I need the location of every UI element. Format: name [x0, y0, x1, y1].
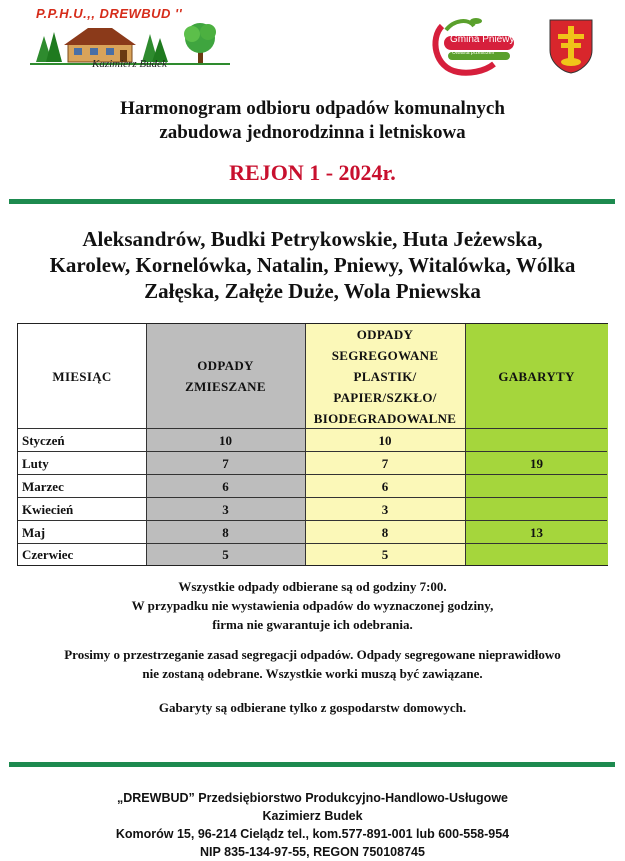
- bulky-date-cell: [465, 429, 608, 452]
- apple-logo-icon: [428, 12, 528, 78]
- schedule-subtitle: zabudowa jednorodzinna i letniskowa: [159, 122, 466, 143]
- header-segregated-waste: ODPADY SEGREGOWANE PLASTIK/ PAPIER/SZKŁO/ BIODEGRADOWALNE: [313, 326, 457, 426]
- gmina-logo-text: Gmina Pniewy: [450, 34, 515, 45]
- note-line: firma nie gwarantuje ich odebrania.: [212, 617, 413, 632]
- mixed-date-cell: 6: [222, 478, 229, 494]
- month-cell: Kwiecień: [22, 501, 74, 517]
- drewbud-logo-text: P.P.H.U.,, DREWBUD '': [36, 6, 183, 21]
- coat-of-arms-icon: [548, 18, 594, 74]
- month-cell: Styczeń: [22, 432, 65, 448]
- mixed-date-cell: 5: [222, 546, 229, 562]
- mixed-date-cell: 8: [222, 524, 229, 540]
- bulky-notes: [0, 698, 625, 717]
- bulky-date-cell: [465, 543, 608, 566]
- segregated-date-cell: 3: [381, 501, 389, 517]
- schedule-title: Harmonogram odbioru odpadów komunalnych: [120, 98, 505, 119]
- note-line: W przypadku nie wystawienia odpadów do wyznaczonej godziny,: [131, 598, 494, 613]
- header-bulky-waste: GABARYTY: [498, 368, 575, 384]
- bulky-date-cell: [465, 475, 608, 498]
- segregation-notes: [0, 645, 625, 683]
- gmina-logo-subtext: Otwarta przestrzeń: [452, 50, 495, 56]
- bulky-date-cell: [465, 498, 608, 521]
- footer-line: Kazimierz Budek: [262, 809, 363, 823]
- schedule-table: [17, 323, 608, 566]
- segregated-date-cell: 7: [381, 455, 389, 471]
- company-footer: [0, 789, 625, 861]
- places-line: Załęska, Załęże Duże, Wola Pniewska: [144, 279, 481, 303]
- bulky-date-cell: 13: [530, 524, 543, 540]
- month-cell: Maj: [22, 524, 46, 540]
- places-list: [30, 226, 595, 304]
- segregated-date-cell: 10: [378, 432, 392, 448]
- mixed-date-cell: 10: [219, 432, 232, 448]
- divider-bottom: [9, 762, 615, 767]
- header-mixed-waste: ODPADY ZMIESZANE: [185, 358, 266, 394]
- gmina-pniewy-logo: [428, 12, 598, 82]
- bulky-date-cell: 19: [530, 455, 543, 471]
- footer-line: „DREWBUD” Przedsiębiorstwo Produkcyjno-Handlowo-Usługowe: [117, 791, 508, 805]
- segregated-date-cell: 5: [381, 546, 389, 562]
- month-cell: Luty: [22, 455, 49, 471]
- divider-top: [9, 199, 615, 204]
- footer-line: Komorów 15, 96-214 Cielądz tel., kom.577-891-001 lub 600-558-954: [115, 827, 510, 841]
- mixed-date-cell: 3: [222, 501, 229, 517]
- segregated-date-cell: 6: [381, 478, 389, 494]
- header-month: MIESIĄC: [52, 368, 112, 384]
- note-line: Wszystkie odpady odbierane są od godziny 7:00.: [178, 579, 447, 594]
- month-cell: Czerwiec: [22, 546, 74, 562]
- note-line: Prosimy o przestrzeganie zasad segregacji odpadów. Odpady segregowane nieprawidłowo: [64, 647, 561, 662]
- collection-notes: [0, 577, 625, 634]
- drewbud-logo: [30, 6, 230, 76]
- segregated-date-cell: 8: [381, 524, 389, 540]
- note-line: Gabaryty są odbierane tylko z gospodarstw domowych.: [158, 700, 467, 715]
- drewbud-logo-owner: Kazimierz Budek: [92, 58, 167, 70]
- note-line: nie zostaną odebrane. Wszystkie worki muszą być zawiązane.: [142, 666, 483, 681]
- month-cell: Marzec: [22, 478, 64, 494]
- region-title: REJON 1 - 2024r.: [229, 160, 396, 185]
- places-line: Karolew, Kornelówka, Natalin, Pniewy, Witalówka, Wólka: [49, 253, 576, 277]
- places-line: Aleksandrów, Budki Petrykowskie, Huta Jeżewska,: [82, 227, 543, 251]
- footer-line: NIP 835-134-97-55, REGON 750108745: [200, 845, 425, 859]
- mixed-date-cell: 7: [222, 455, 229, 471]
